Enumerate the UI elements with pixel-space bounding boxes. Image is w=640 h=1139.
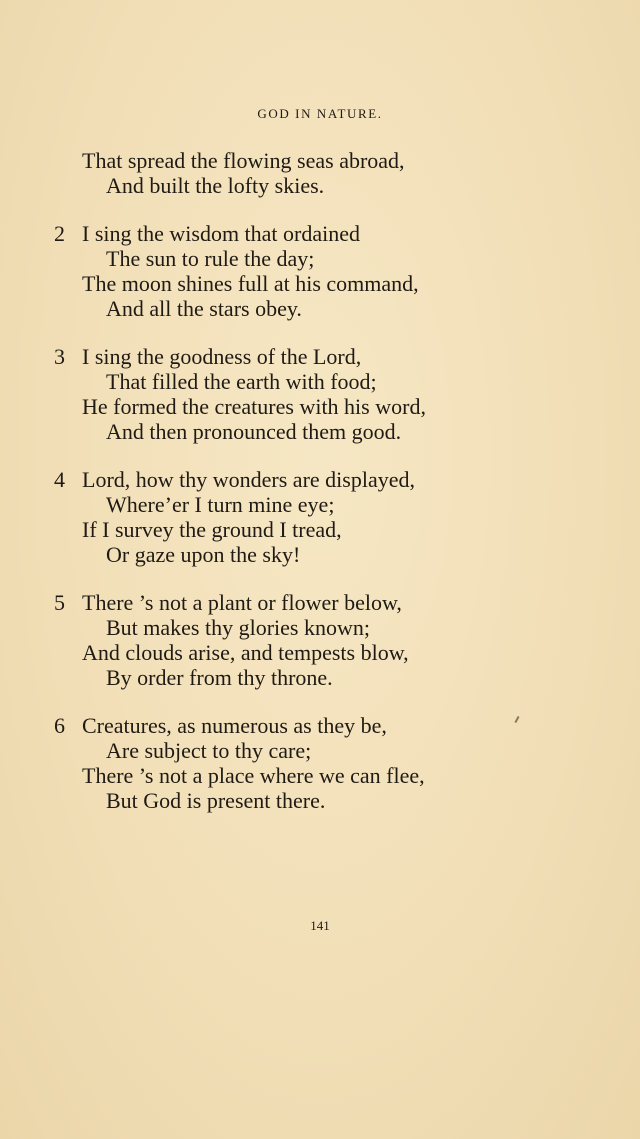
poem-line: Where’er I turn mine eye;	[106, 492, 335, 517]
poem-line: But makes thy glories known;	[106, 615, 370, 640]
poem-line: The moon shines full at his command,	[82, 271, 419, 296]
stanza-number: 5	[54, 590, 65, 615]
poem-line: By order from thy throne.	[106, 665, 333, 690]
poem-line: Lord, how thy wonders are displayed,	[82, 467, 415, 492]
poem-line: And built the lofty skies.	[106, 173, 325, 198]
poem-line: That spread the flowing seas abroad,	[82, 148, 405, 173]
stanza-6	[0, 713, 640, 813]
stanza-2	[0, 221, 640, 321]
stanza-number: 3	[54, 344, 65, 369]
poem-line: Or gaze upon the sky!	[106, 542, 301, 567]
stanza-5	[0, 590, 640, 690]
stanza-number: 6	[54, 713, 65, 738]
page-number: 141	[310, 918, 330, 933]
stanza-number: 4	[54, 467, 65, 492]
poem-line: The sun to rule the day;	[106, 246, 315, 271]
poem-line: Are subject to thy care;	[106, 738, 312, 763]
poem-line: There ’s not a plant or flower below,	[82, 590, 402, 615]
poem-line: Creatures, as numerous as they be,	[82, 713, 387, 738]
poem-line: If I survey the ground I tread,	[82, 517, 342, 542]
poem-line: And then pronounced them good.	[106, 419, 402, 444]
stanza-3	[0, 344, 640, 444]
stanza-1	[0, 148, 640, 198]
poem-line: And all the stars obey.	[106, 296, 302, 321]
poem-line: I sing the wisdom that ordained	[82, 221, 361, 246]
running-head: GOD IN NATURE.	[257, 106, 383, 121]
stanza-4	[0, 467, 640, 567]
poem	[0, 148, 640, 836]
poem-line: I sing the goodness of the Lord,	[82, 344, 362, 369]
stanza-number: 2	[54, 221, 65, 246]
poem-line: There ’s not a place where we can flee,	[82, 763, 425, 788]
poem-line: That filled the earth with food;	[106, 369, 377, 394]
poem-line: And clouds arise, and tempests blow,	[82, 640, 409, 665]
poem-line: But God is present there.	[106, 788, 326, 813]
poem-line: He formed the creatures with his word,	[82, 394, 426, 419]
